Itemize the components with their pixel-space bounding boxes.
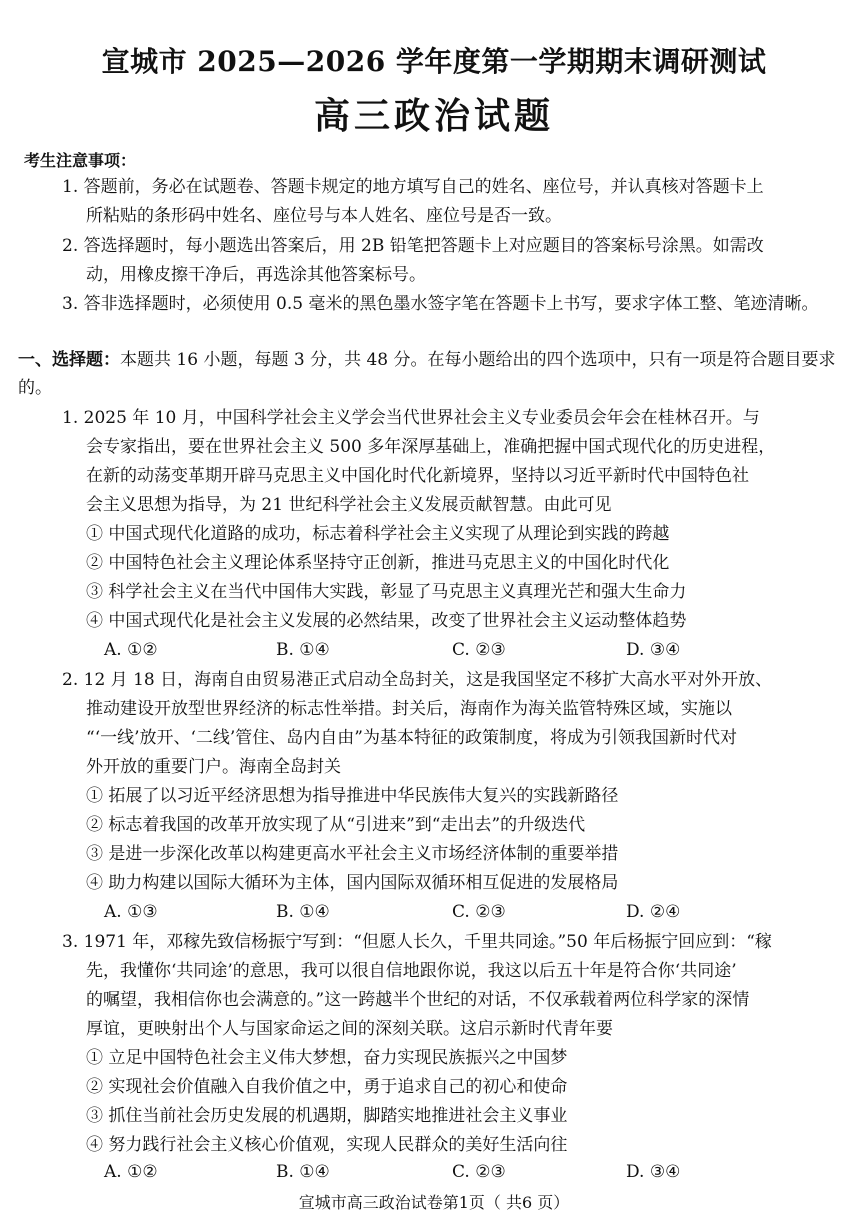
q2-statement-1: ① 拓展了以习近平经济思想为指导推进中华民族伟大复兴的实践新路径 bbox=[86, 786, 619, 806]
q3-statement-1: ① 立足中国特色社会主义伟大梦想，奋力实现民族振兴之中国梦 bbox=[86, 1048, 568, 1068]
q3-statement-3: ③ 抓住当前社会历史发展的机遇期，脚踏实地推进社会主义事业 bbox=[86, 1106, 568, 1126]
exam-subtitle: 高三政治试题 bbox=[313, 95, 554, 137]
q3-stem-line-4: 厚谊，更映射出个人与国家命运之间的深刻关联。这启示新时代青年要 bbox=[86, 1019, 613, 1039]
q1-statement-4: ④ 中国式现代化是社会主义发展的必然结果，改变了世界社会主义运动整体趋势 bbox=[86, 611, 687, 631]
section-instructions: 本题共 16 小题，每题 3 分，共 48 分。在每小题给出的四个选项中，只有一项是符合题目要求的。 bbox=[18, 350, 836, 398]
q2-statement-4: ④ 助力构建以国际大循环为主体，国内国际双循环相互促进的发展格局 bbox=[86, 873, 619, 893]
exam-title: 宣城市 2025—2026 学年度第一学期期末调研测试 bbox=[101, 45, 767, 78]
q3-statement-2: ② 实现社会价值融入自我价值之中，勇于追求自己的初心和使命 bbox=[86, 1077, 568, 1097]
q1-statement-3: ③ 科学社会主义在当代中国伟大实践，彰显了马克思主义真理光芒和强大生命力 bbox=[86, 582, 687, 602]
q2-statement-3: ③ 是进一步深化改革以构建更高水平社会主义市场经济体制的重要举措 bbox=[86, 844, 619, 864]
q3-option-b: B. ①④ bbox=[276, 1162, 330, 1182]
notice-title: 考生注意事项： bbox=[24, 151, 137, 170]
notice-item-3-line-1: 3. 答非选择题时，必须使用 0.5 毫米的黑色墨水签字笔在答题卡上书写，要求字体工整、笔迹清晰。 bbox=[62, 294, 819, 314]
q3-stem-line-3: 的嘱望，我相信你也会满意的。”这一跨越半个世纪的对话，不仅承载着两位科学家的深情 bbox=[86, 990, 750, 1010]
q2-stem-line-1: 2. 12 月 18 日，海南自由贸易港正式启动全岛封关，这是我国坚定不移扩大高水平对外开放、 bbox=[62, 670, 773, 690]
q2-stem-line-2: 推动建设开放型世界经济的标志性举措。封关后，海南作为海关监管特殊区域，实施以 bbox=[86, 699, 732, 719]
q2-stem-line-4: 外开放的重要门户。海南全岛封关 bbox=[86, 757, 341, 777]
section-label: 一、选择题： bbox=[18, 350, 120, 370]
q2-option-b: B. ①④ bbox=[276, 902, 330, 922]
q3-stem-line-2: 先，我懂你‘共同途’的意思，我可以很自信地跟你说，我这以后五十年是符合你‘共同途’ bbox=[86, 961, 737, 981]
q2-stem-line-3: “‘一线’放开、‘二线’管住、岛内自由”为基本特征的政策制度，将成为引领我国新时代对 bbox=[86, 728, 737, 748]
q1-option-c: C. ②③ bbox=[452, 640, 506, 660]
q1-option-a: A. ①② bbox=[104, 640, 158, 660]
q1-statement-1: ① 中国式现代化道路的成功，标志着科学社会主义实现了从理论到实践的跨越 bbox=[86, 524, 670, 544]
q2-option-a: A. ①③ bbox=[104, 902, 158, 922]
q1-statement-2: ② 中国特色社会主义理论体系坚持守正创新，推进马克思主义的中国化时代化 bbox=[86, 553, 670, 573]
q1-option-b: B. ①④ bbox=[276, 640, 330, 660]
q2-option-c: C. ②③ bbox=[452, 902, 506, 922]
q1-stem-line-1: 1. 2025 年 10 月，中国科学社会主义学会当代世界社会主义专业委员会年会在桂林召开。与 bbox=[62, 408, 760, 428]
q2-statement-2: ② 标志着我国的改革开放实现了从“引进来”到“走出去”的升级迭代 bbox=[86, 815, 586, 835]
q1-stem-line-2: 会专家指出，要在世界社会主义 500 多年深厚基础上，准确把握中国式现代化的历史进程， bbox=[86, 437, 776, 457]
q2-option-d: D. ②④ bbox=[626, 902, 681, 922]
q1-stem-line-4: 会主义思想为指导，为 21 世纪科学社会主义发展贡献智慧。由此可见 bbox=[86, 495, 612, 515]
q3-statement-4: ④ 努力践行社会主义核心价值观，实现人民群众的美好生活向往 bbox=[86, 1135, 568, 1155]
notice-item-2-line-1: 2. 答选择题时，每小题选出答案后，用 2B 铅笔把答题卡上对应题目的答案标号涂黑。如需改 bbox=[62, 236, 764, 256]
notice-item-1-line-1: 1. 答题前，务必在试题卷、答题卡规定的地方填写自己的姓名、座位号，并认真核对答题卡上 bbox=[62, 177, 764, 197]
q3-option-c: C. ②③ bbox=[452, 1162, 506, 1182]
notice-item-2-line-2: 动，用橡皮擦干净后，再选涂其他答案标号。 bbox=[86, 265, 426, 285]
q3-stem-line-1: 3. 1971 年，邓稼先致信杨振宁写到：“但愿人长久，千里共同途。”50 年后杨振宁回应到：“稼 bbox=[62, 932, 772, 952]
q3-option-a: A. ①② bbox=[104, 1162, 158, 1182]
page-footer: 宣城市高三政治试卷第1页（ 共6 页） bbox=[298, 1193, 570, 1212]
q1-stem-line-3: 在新的动荡变革期开辟马克思主义中国化时代化新境界，坚持以习近平新时代中国特色社 bbox=[86, 466, 749, 486]
notice-item-1-line-2: 所粘贴的条形码中姓名、座位号与本人姓名、座位号是否一致。 bbox=[86, 206, 562, 226]
q1-option-d: D. ③④ bbox=[626, 640, 681, 660]
section-heading bbox=[18, 346, 848, 402]
q3-option-d: D. ③④ bbox=[626, 1162, 681, 1182]
